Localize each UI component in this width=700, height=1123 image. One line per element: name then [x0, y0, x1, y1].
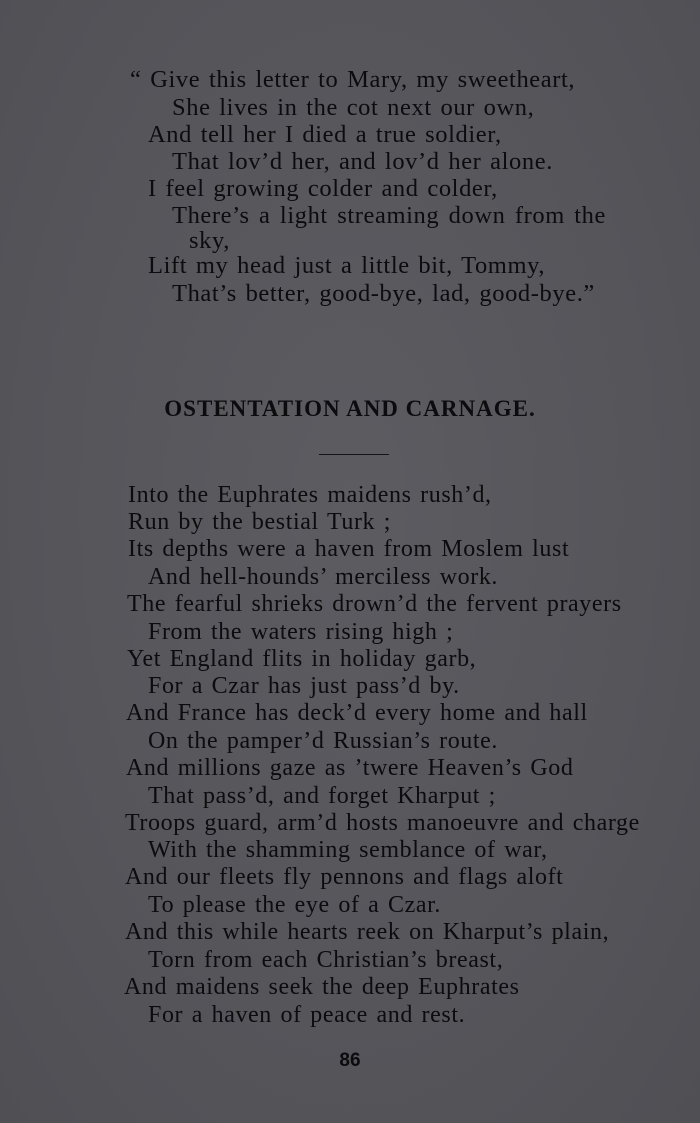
verse-line: For a Czar has just pass’d by.: [148, 673, 460, 699]
verse-line: That pass’d, and forget Kharput ;: [148, 783, 496, 809]
verse-line: That’s better, good-bye, lad, good-bye.”: [172, 280, 595, 307]
verse-line: “ Give this letter to Mary, my sweetheart,: [130, 66, 576, 93]
verse-line: Run by the bestial Turk ;: [128, 509, 392, 535]
verse-line: And hell-hounds’ merciless work.: [148, 564, 499, 590]
verse-line: The fearful shrieks drown’d the fervent prayers: [127, 591, 622, 617]
verse-line: And maidens seek the deep Euphrates: [124, 974, 520, 1000]
verse-line: On the pamper’d Russian’s route.: [148, 728, 499, 754]
verse-line: Torn from each Christian’s breast,: [148, 947, 504, 973]
verse-line: And tell her I died a true soldier,: [148, 121, 502, 148]
verse-line: She lives in the cot next our own,: [172, 94, 535, 121]
page-number: 86: [339, 1050, 361, 1071]
verse-line: And our fleets fly pennons and flags aloft: [125, 864, 564, 890]
verse-line: From the waters rising high ;: [148, 619, 454, 645]
verse-line: That lov’d her, and lov’d her alone.: [172, 148, 553, 175]
title-rule: [319, 454, 389, 455]
verse-line: With the shamming semblance of war,: [148, 837, 548, 863]
verse-line: Into the Euphrates maidens rush’d,: [128, 482, 492, 508]
verse-line: Troops guard, arm’d hosts manoeuvre and charge: [125, 810, 640, 836]
verse-line: Its depths were a haven from Moslem lust: [128, 536, 570, 562]
verse-line: sky,: [189, 227, 230, 254]
verse-line: For a haven of peace and rest.: [148, 1002, 466, 1028]
poem-title: OSTENTATION AND CARNAGE.: [164, 396, 536, 421]
verse-line: There’s a light streaming down from the: [172, 202, 606, 229]
verse-line: And this while hearts reek on Kharput’s plain,: [125, 919, 610, 945]
verse-line: And France has deck’d every home and hall: [126, 700, 588, 726]
verse-line: I feel growing colder and colder,: [148, 175, 498, 202]
verse-line: To please the eye of a Czar.: [148, 892, 441, 918]
verse-line: Lift my head just a little bit, Tommy,: [148, 252, 546, 279]
verse-line: Yet England flits in holiday garb,: [127, 646, 477, 672]
verse-line: And millions gaze as ’twere Heaven’s God: [126, 755, 574, 781]
